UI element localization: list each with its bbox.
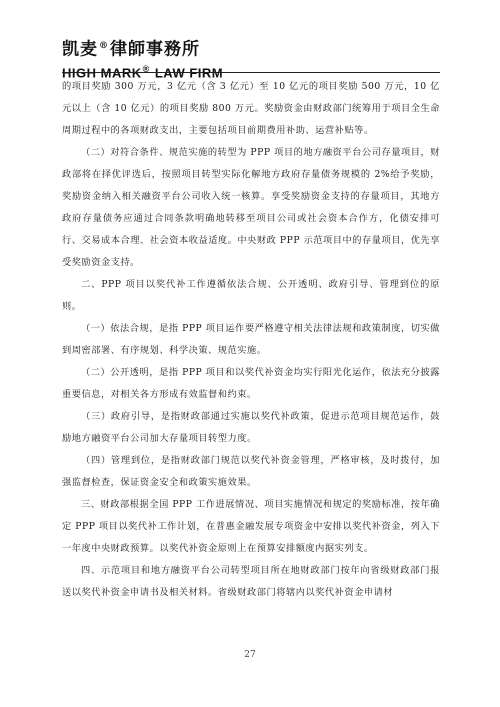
document-body (62, 76, 440, 604)
firm-name-chinese (62, 36, 282, 60)
registered-mark-en-icon: ® (142, 63, 150, 74)
paragraph-9: 四、示范项目和地方融资平台公司转型项目所在地财政部门按年向省级财政部门报送以奖代补资金申请书及相关材料。省级财政部门将辖内以奖代补资金申请材 (62, 565, 440, 598)
header-divider (62, 72, 440, 73)
firm-name-cn-part1: 凯麦 (62, 39, 98, 60)
page-number: 27 (244, 650, 256, 660)
paragraph-8: 三、财政部根据全国 PPP 工作进展情况、项目实施情况和规定的奖励标准，按年确定 PPP 项目以奖代补工作计划，在普惠金融发展专项资金中安排以奖代补资金，列入下一年度中央财政预算。以奖代补资金原则上在预算安排额度内据实列支。 (62, 499, 440, 554)
paragraph-6: （三）政府引导，是指财政部通过实施以奖代补政策，促进示范项目规范运作，鼓励地方融资平台公司加大存量项目转型力度。 (62, 411, 440, 444)
registered-mark-icon: ® (99, 41, 109, 51)
firm-name-en-part2: LAW FIRM (150, 64, 224, 80)
paragraph-4: （一）依法合规，是指 PPP 项目运作要严格遵守相关法律法规和政策制度，切实做到周密部署、有序规划、科学决策、规范实施。 (62, 323, 440, 356)
paragraph-1: 的项目奖励 300 万元，3 亿元（含 3 亿元）至 10 亿元的项目奖励 500 万元，10 亿元以上（含 10 亿元）的项目奖励 800 万元。奖励资金由财政部门统筹用于项目全生命周期过程中的各项财政支出，主要包括项目前期费用补助、运营补贴等。 (62, 81, 440, 136)
paragraph-3: 二、PPP 项目以奖代补工作遵循依法合规、公开透明、政府引导、管理到位的原则。 (62, 279, 440, 312)
paragraph-5: （二）公开透明，是指 PPP 项目和以奖代补资金均实行阳光化运作，依法充分披露重要信息，对相关各方形成有效监督和约束。 (62, 367, 440, 400)
paragraph-2: （二）对符合条件、规范实施的转型为 PPP 项目的地方融资平台公司存量项目，财政部将在择优评选后，按照项目转型实际化解地方政府存量债务规模的 2%给予奖励，奖励资金纳入相关融资平台公司收入统一核算。享受奖励资金支持的存量项目，其地方政府存量债务应通过合同条款明确地转移至项目公司或社会资本合作方，化债安排可行、交易成本合理、社会资本收益适度。中央财政 PPP 示范项目中的存量项目，优先享受奖励资金支持。 (62, 147, 440, 268)
firm-name-en-part1: HIGH MARK (62, 64, 142, 80)
letterhead (62, 36, 282, 81)
firm-name-cn-part2: 律師事務所 (110, 39, 200, 60)
paragraph-7: （四）管理到位，是指财政部门规范以奖代补资金管理，严格审核，及时拨付，加强监督检查，保证资金安全和政策实施效果。 (62, 455, 440, 488)
